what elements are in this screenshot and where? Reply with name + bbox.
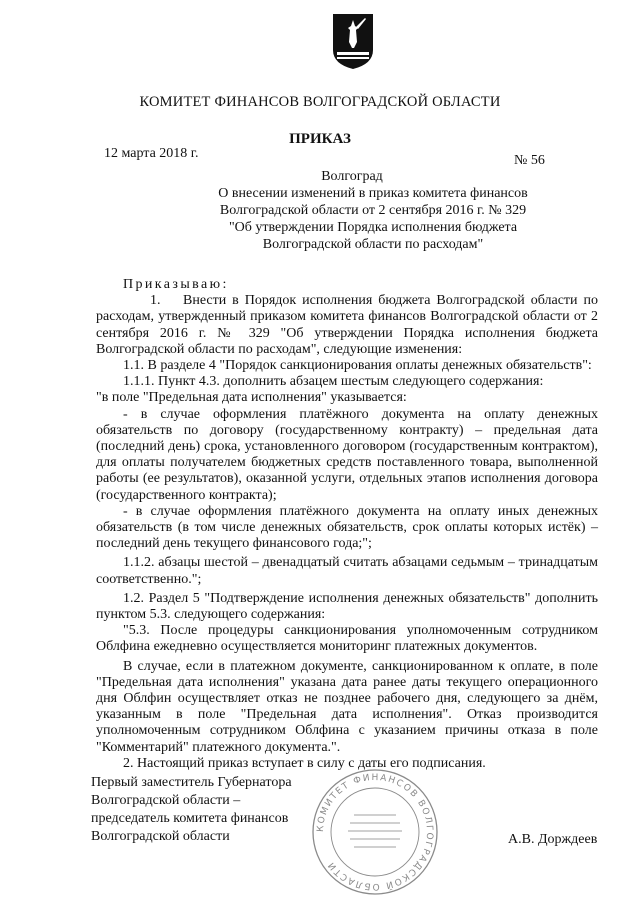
signatory-line: Волгоградской области –	[91, 793, 241, 808]
subject-line: "Об утверждении Порядка исполнения бюджета	[228, 220, 518, 235]
signatory-position	[91, 774, 292, 846]
paragraph-1	[96, 293, 598, 358]
paragraph-1-1-1: 1.1.1. Пункт 4.3. дополнить абзацем шестым следующего содержания:	[123, 374, 544, 390]
paragraph-2: 2. Настоящий приказ вступает в силу с даты его подписания.	[123, 755, 486, 771]
svg-text:КОМИТЕТ ФИНАНСОВ ВОЛГОГРАДСКОЙ	[316, 773, 434, 892]
order-word: Приказываю:	[123, 277, 229, 292]
subject-line: О внесении изменений в приказ комитета финансов	[218, 186, 528, 201]
document-date: 12 марта 2018 г.	[104, 146, 199, 161]
quote-paragraph-5-3: "5.3. После процедуры санкционирования уполномоченным сотрудником Облфина ежедневно осуществляется мониторинг платежных документов.	[96, 623, 598, 655]
paragraph-1-2: 1.2. Раздел 5 "Подтверждение исполнения денежных обязательств" дополнить пунктом 5.3. следующего содержания:	[96, 590, 598, 623]
quote-paragraph-3: - в случае оформления платёжного документа на оплату иных денежных обязательств (в том числе денежных обязательств, срок оплаты которых истёк) – последний день текущего финансового года;";	[96, 503, 598, 552]
quote-line-1: "в поле "Предельная дата исполнения" указывается:	[96, 390, 407, 406]
paragraph-1-number: 1.	[150, 293, 161, 309]
seal-ring-text: КОМИТЕТ ФИНАНСОВ ВОЛГОГРАДСКОЙ ОБЛАСТИ	[315, 772, 435, 892]
volgograd-coat-of-arms-icon	[331, 12, 375, 70]
signatory-line: Первый заместитель Губернатора	[91, 775, 292, 790]
quote-paragraph-2: - в случае оформления платёжного документа на оплату денежных обязательств по договору (государственному контракту) – предельная дата (последний день) срока, установленного договором (государственным контрактом), для оплаты получателем бюджетных средств поставленного товара, выполненной работы (ее результатов), оказанной услуги, отдельных этапов исполнения договора (государственного контракта);	[96, 406, 598, 503]
document-number: № 56	[514, 153, 545, 168]
signatory-line: Волгоградской области	[91, 829, 230, 844]
document-body	[96, 277, 598, 772]
quote-paragraph-refusal: В случае, если в платежном документе, санкционированном к оплате, в поле "Предельная дата исполнения" указана дата ранее даты текущего операционного дня Облфин осуществляет отказ не позднее рабочего дня, следующего за днём, указанным в поле "Предельная дата исполнения". Отказ производится уполномоченным сотрудником Облфина с указанием причины отказа в поле "Комментарий" платежного документа.".	[96, 658, 598, 755]
document-city: Волгоград	[321, 169, 383, 184]
document-subject	[120, 185, 626, 253]
subject-line: Волгоградской области от 2 сентября 2016 г. № 329	[219, 203, 527, 218]
committee-title: КОМИТЕТ ФИНАНСОВ ВОЛГОГРАДСКОЙ ОБЛАСТИ	[139, 94, 501, 110]
signatory-line: председатель комитета финансов	[91, 811, 289, 826]
paragraph-1-1-2: 1.1.2. абзацы шестой – двенадцатый считать абзацами седьмым – тринадцатым соответственно.";	[96, 555, 598, 587]
document-type: ПРИКАЗ	[289, 131, 351, 147]
paragraph-1-1: 1.1. В разделе 4 "Порядок санкционирования оплаты денежных обязательств":	[123, 358, 592, 374]
official-seal-icon	[310, 767, 440, 897]
subject-line: Волгоградской области по расходам"	[262, 237, 484, 252]
signatory-name: А.В. Дорждеев	[508, 832, 598, 847]
paragraph-1-text: Внести в Порядок исполнения бюджета Волгоградской области по расходам, утвержденный приказом комитета финансов Волгоградской области от 2 сентября 2016 г. № 329 "Об утверждении Порядка исполнения бюджета Волгоградской области по расходам", следующие изменения:	[96, 293, 598, 357]
